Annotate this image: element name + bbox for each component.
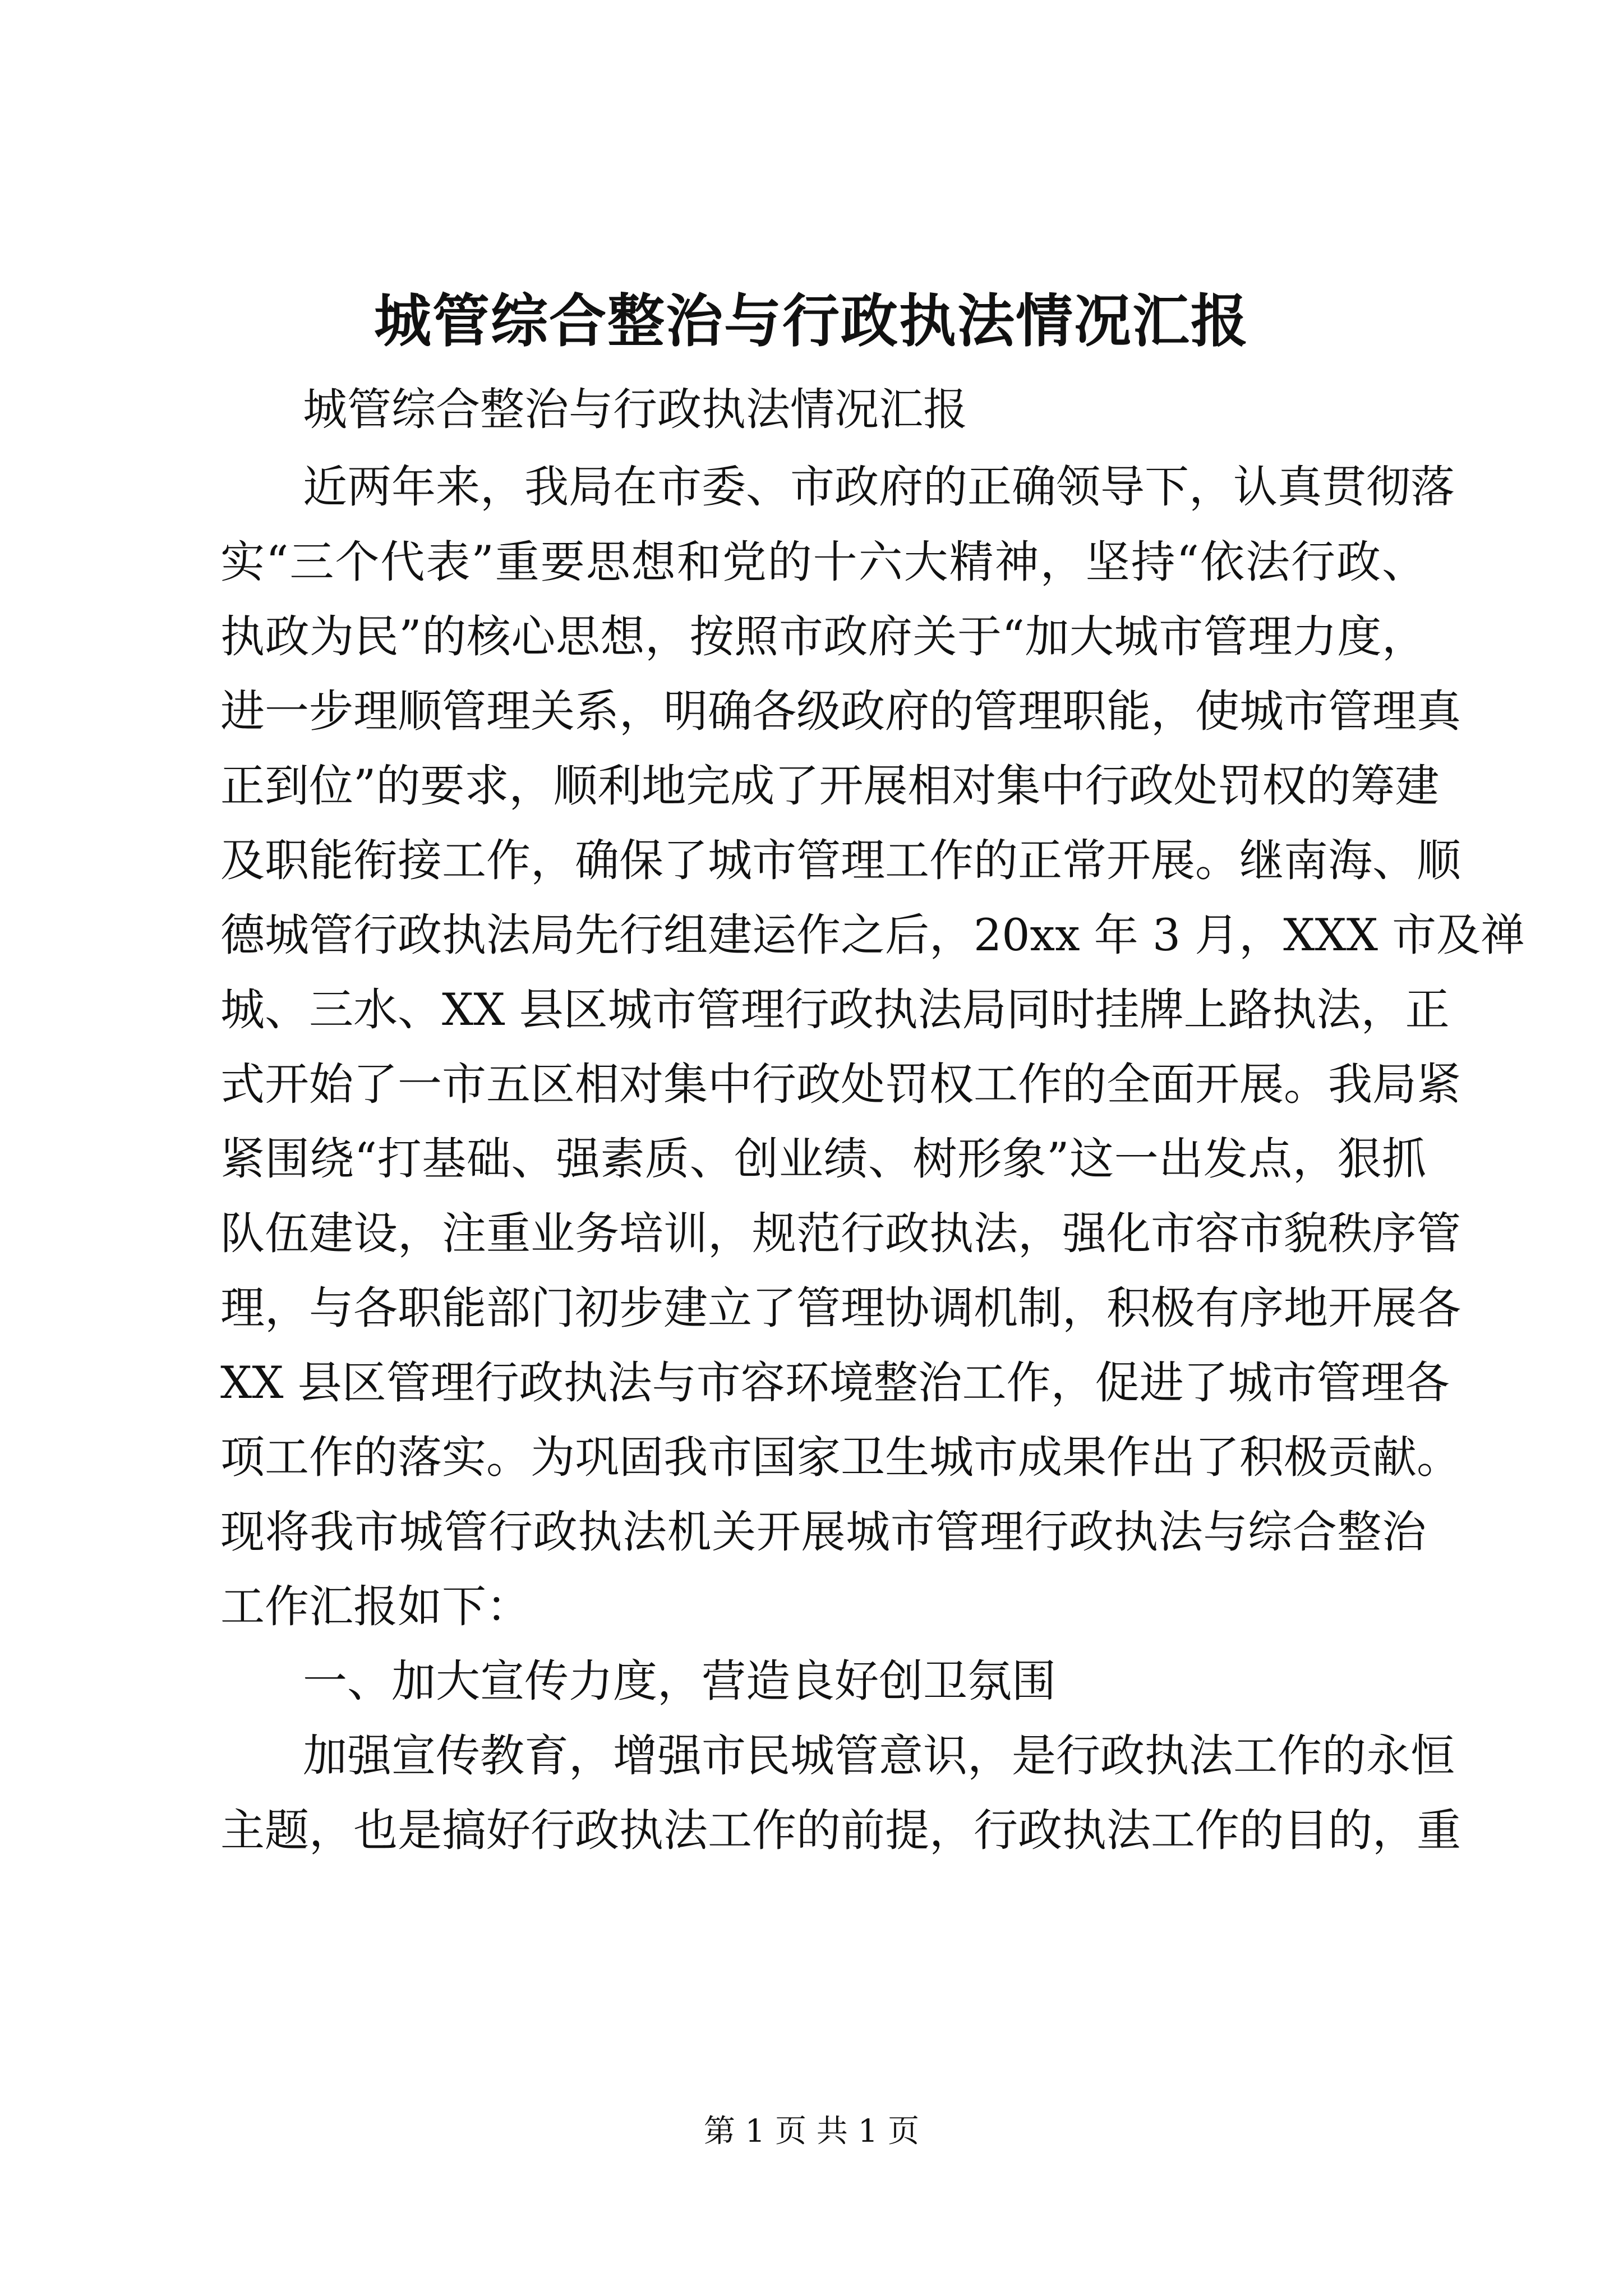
paragraph-line: 紧围绕“打基础、强素质、创业绩、树形象”这一出发点，狠抓 bbox=[220, 1133, 1426, 1185]
paragraph-line: 城、三水、XX 县区城市管理行政执法局同时挂牌上路执法，正 bbox=[220, 984, 1450, 1036]
paragraph-line: 项工作的落实。为巩固我市国家卫生城市成果作出了积极贡献。 bbox=[220, 1432, 1461, 1483]
paragraph-line: 近两年来，我局在市委、市政府的正确领导下，认真贯彻落 bbox=[303, 461, 1455, 513]
paragraph-line: XX 县区管理行政执法与市容环境整治工作，促进了城市管理各 bbox=[220, 1357, 1450, 1409]
section-heading: 一、加大宣传力度，营造良好创卫氛围 bbox=[303, 1655, 1056, 1707]
document-title: 城管综合整治与行政执法情况汇报 bbox=[374, 288, 1249, 355]
paragraph-line: 理，与各职能部门初步建立了管理协调机制，积极有序地开展各 bbox=[220, 1282, 1461, 1334]
paragraph-line: 执政为民”的核心思想，按照市政府关于“加大城市管理力度， bbox=[220, 611, 1426, 662]
paragraph-line: 正到位”的要求，顺利地完成了开展相对集中行政处罚权的筹建 bbox=[220, 760, 1440, 812]
paragraph-line: 加强宣传教育，增强市民城管意识，是行政执法工作的永恒 bbox=[303, 1730, 1455, 1782]
paragraph-line: 进一步理顺管理关系，明确各级政府的管理职能，使城市管理真 bbox=[220, 685, 1461, 737]
paragraph-line: 德城管行政执法局先行组建运作之后，20xx 年 3 月，XXX 市及禅 bbox=[220, 909, 1525, 961]
paragraph-line: 式开始了一市五区相对集中行政处罚权工作的全面开展。我局紧 bbox=[220, 1059, 1461, 1110]
paragraph-line: 队伍建设，注重业务培训，规范行政执法，强化市容市貌秩序管 bbox=[220, 1208, 1461, 1259]
paragraph-line: 及职能衔接工作，确保了城市管理工作的正常开展。继南海、顺 bbox=[220, 835, 1461, 886]
paragraph-line: 现将我市城管行政执法机关开展城市管理行政执法与综合整治 bbox=[220, 1506, 1426, 1558]
paragraph-line: 工作汇报如下： bbox=[220, 1581, 531, 1632]
page-footer: 第 1 页 共 1 页 bbox=[703, 2113, 920, 2150]
paragraph-line: 实“三个代表”重要思想和党的十六大精神，坚持“依法行政、 bbox=[220, 536, 1426, 588]
paragraph-line: 主题，也是搞好行政执法工作的前提，行政执法工作的目的，重 bbox=[220, 1805, 1461, 1856]
subtitle-line: 城管综合整治与行政执法情况汇报 bbox=[303, 384, 967, 435]
